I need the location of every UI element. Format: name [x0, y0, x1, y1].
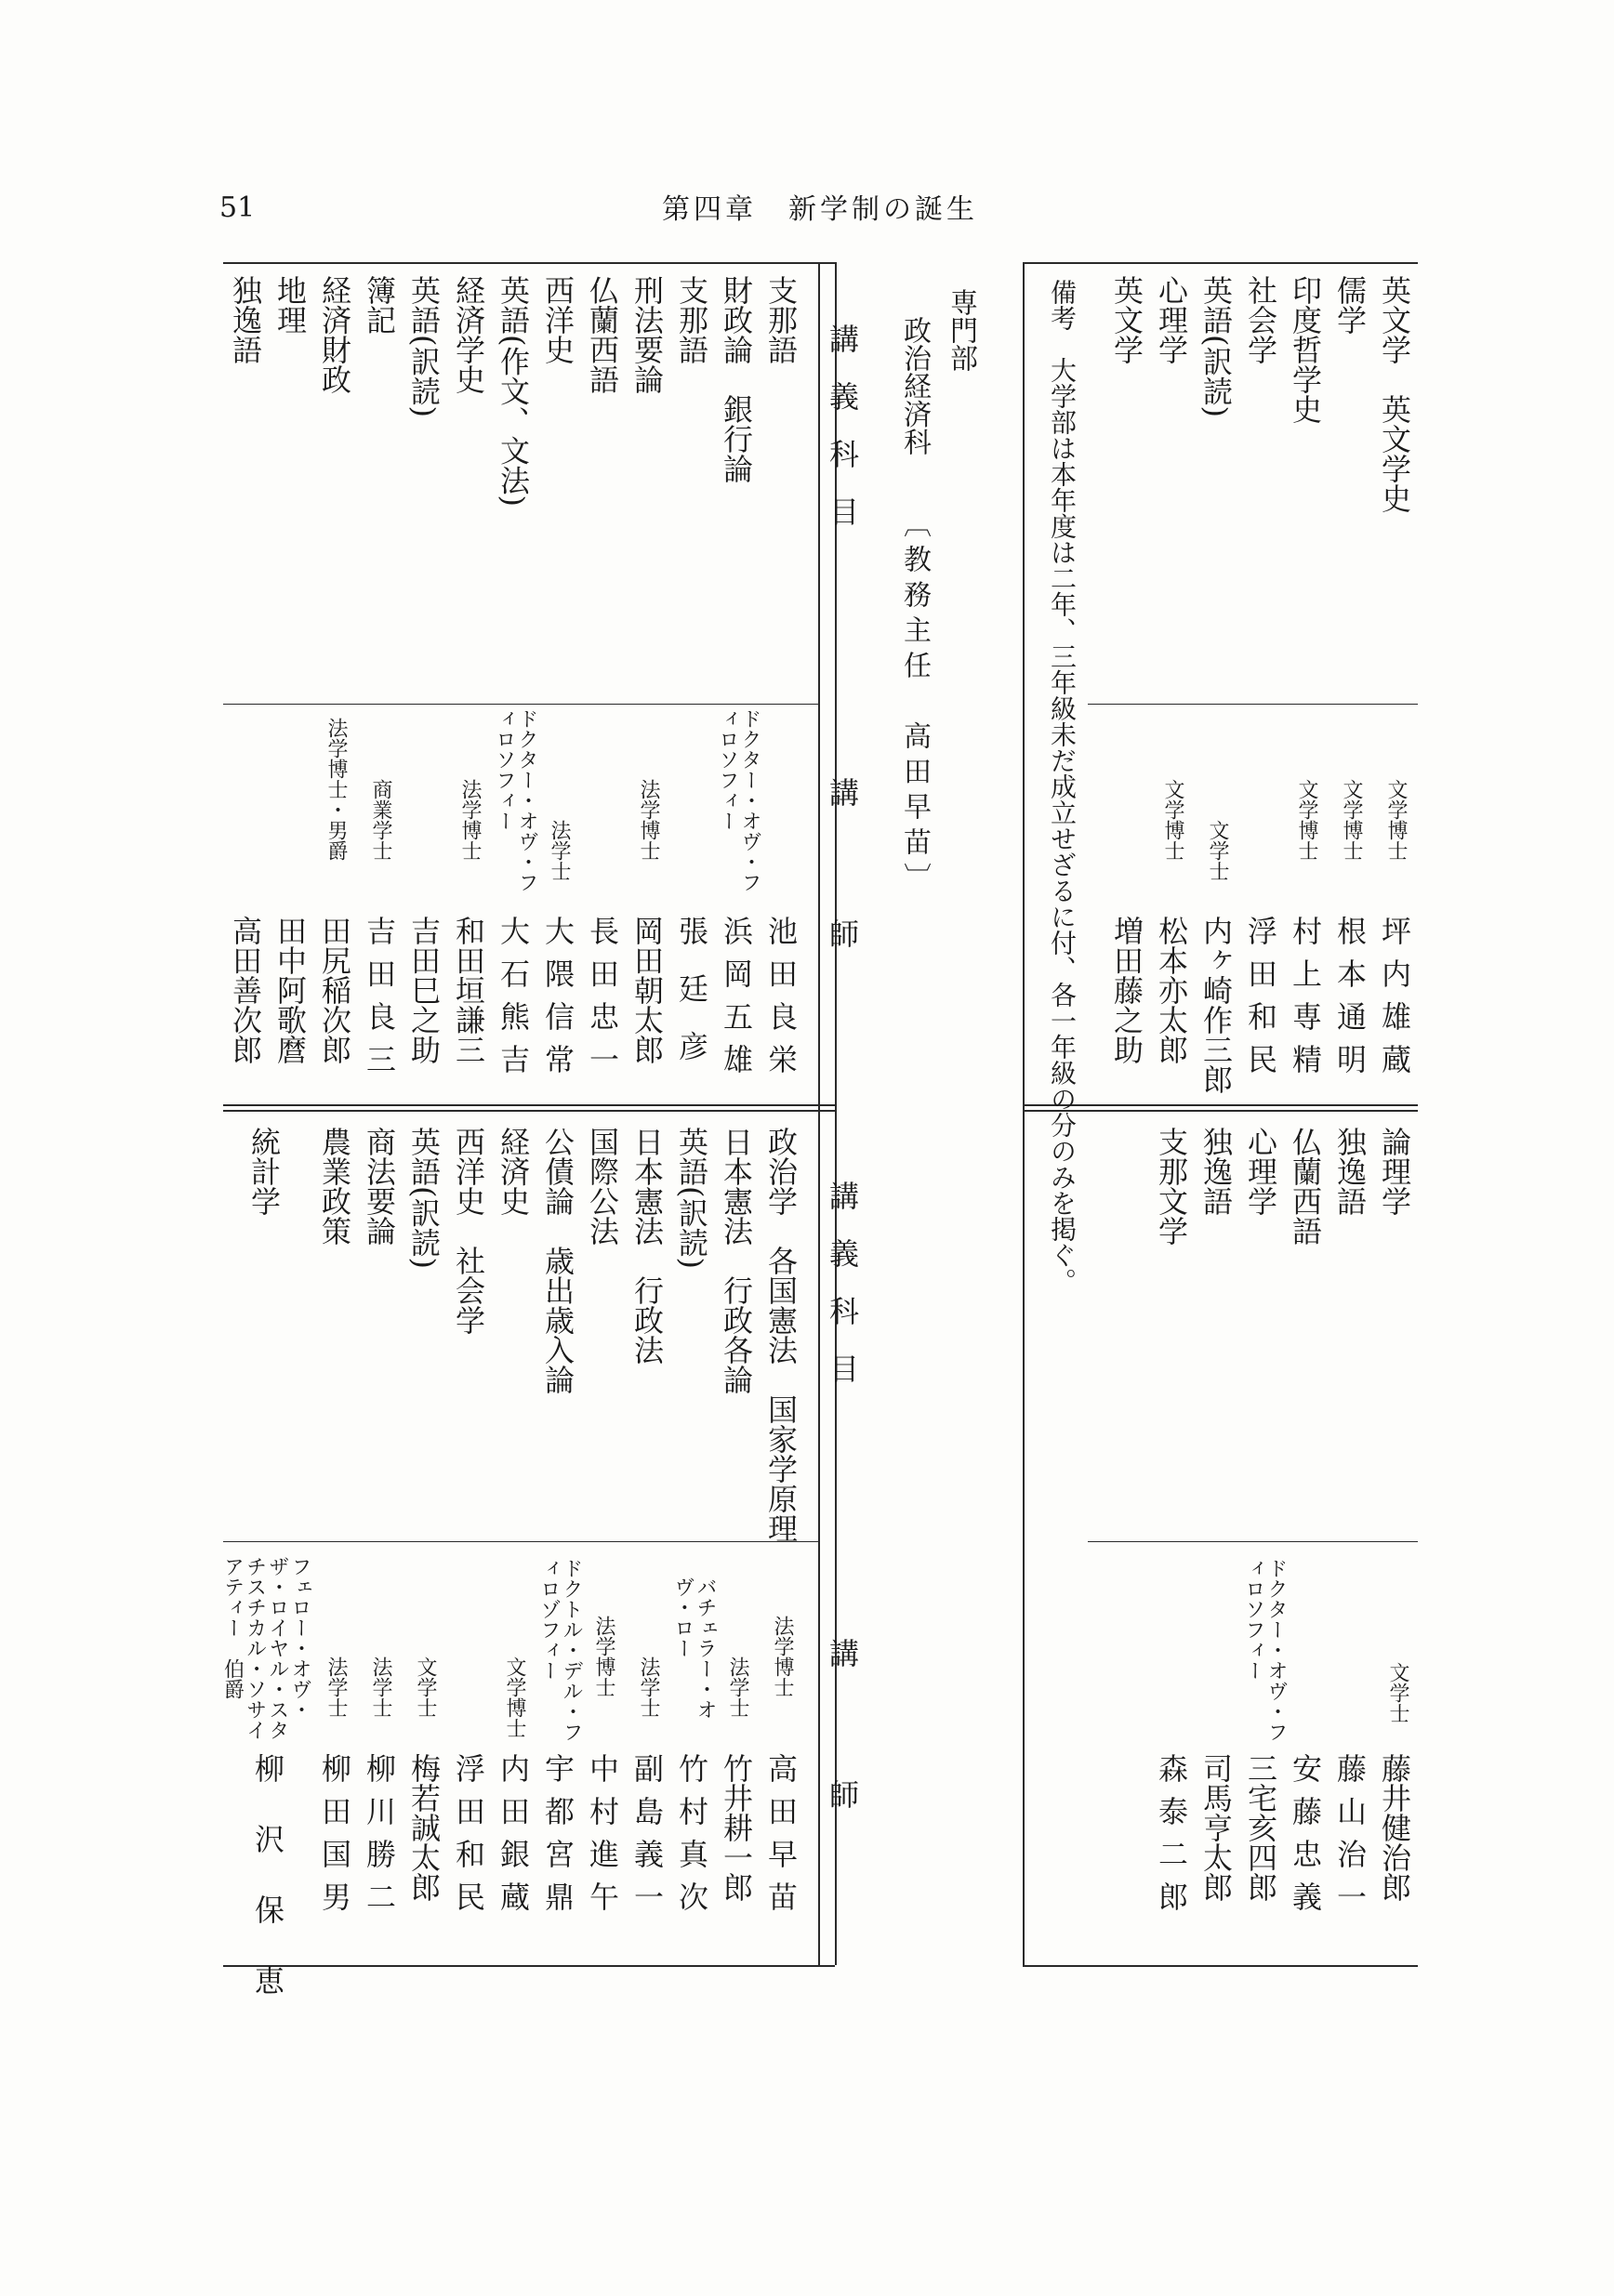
- lower-table-mid-rule: [223, 1104, 835, 1112]
- lower-subject-6: 西洋史: [540, 275, 575, 364]
- lower-subject2-10: 商法要論: [362, 1127, 397, 1246]
- lower-teachers2-header: 講師: [825, 1638, 860, 1920]
- lower-teacher2-name-1: 高田早苗: [763, 1753, 799, 1924]
- upper-subject-2: 儒学: [1332, 275, 1368, 335]
- lower-teacher-name-10: 吉田良三: [362, 916, 397, 1087]
- lower-subject2-8: 西洋史 社会学: [451, 1127, 486, 1335]
- upper-name-rule-1: [1088, 704, 1418, 705]
- upper-table-left-rule: [1023, 262, 1025, 1965]
- lower-subject2-2: 日本憲法 行政各論: [719, 1127, 754, 1394]
- upper-teacher-title-6: 文学博士: [1161, 779, 1184, 861]
- lower-teacher-name-3: 張廷彦: [674, 916, 709, 1089]
- lower-subject2-1: 政治学 各国憲法 国家学原理: [763, 1127, 799, 1543]
- lower-teacher2-name-12: 柳沢保恵: [250, 1753, 285, 2036]
- lower-teacher-name-5: 長田忠一: [585, 916, 620, 1087]
- upper-subject-3: 印度哲学史: [1288, 275, 1323, 424]
- upper-teacher2-name-1: 藤井健治郎: [1377, 1753, 1412, 1902]
- upper-name-rule-2: [1088, 1541, 1418, 1542]
- lower-subjects-header: 講義科目: [825, 323, 860, 554]
- lower-teacher-name-6: 大隈信常: [540, 916, 575, 1087]
- upper-teacher-name-2: 根本通明: [1332, 916, 1368, 1087]
- upper-subject2-2: 独逸語: [1332, 1127, 1368, 1216]
- lower-teacher2-title-5: 法学博士: [592, 1616, 615, 1697]
- lower-teacher2-title-10: 法学士: [369, 1656, 392, 1718]
- upper-subject2-5: 独逸語: [1198, 1127, 1234, 1216]
- lower-teacher-name-8: 和田垣謙三: [451, 916, 486, 1064]
- lower-teacher-name-1: 池田良栄: [763, 916, 799, 1087]
- lower-teacher2-name-9: 梅若誠太郎: [406, 1753, 442, 1902]
- lower-subject-2: 財政論 銀行論: [719, 275, 754, 483]
- lower-teacher2-title-1: 法学博士: [771, 1616, 794, 1697]
- lower-subject2-3: 英語(訳読): [674, 1127, 709, 1269]
- lower-subject-3: 支那語: [674, 275, 709, 364]
- lower-subject-5: 仏蘭西語: [585, 275, 620, 394]
- upper-subject2-6: 支那文学: [1154, 1127, 1189, 1246]
- lower-teacher2-title-3: バチェラー・オヴ・ロー: [670, 1577, 717, 1720]
- upper-teacher-name-6: 松本亦太郎: [1154, 916, 1189, 1064]
- upper-teacher2-name-6: 森泰二郎: [1154, 1753, 1189, 1924]
- lower-subject2-6: 公債論 歳出歳入論: [540, 1127, 575, 1394]
- page-number: 51: [219, 191, 256, 224]
- lower-subject2-4: 日本憲法 行政法: [629, 1127, 665, 1365]
- lower-teacher2-title-4: 法学士: [637, 1656, 660, 1718]
- lower-subject-11: 経済財政: [317, 275, 352, 394]
- upper-teacher2-name-2: 藤山治一: [1332, 1753, 1368, 1924]
- lower-teacher2-title-11: 法学士: [324, 1656, 348, 1718]
- upper-teacher2-name-3: 安藤忠義: [1288, 1753, 1323, 1924]
- upper-subject2-3: 仏蘭西語: [1288, 1127, 1323, 1246]
- lower-teacher-title-7: ドクター・オヴ・フィロソフィー: [492, 708, 538, 892]
- upper-subject-7: 英文学: [1109, 275, 1144, 364]
- upper-subject-4: 社会学: [1243, 275, 1278, 364]
- upper-subject-1: 英文学 英文学史: [1377, 275, 1412, 513]
- lower-teacher2-title-2: 法学士: [726, 1656, 749, 1718]
- section-subtitle: 政治経済科: [898, 316, 931, 455]
- lower-table-bottom-rule: [223, 1965, 835, 1967]
- lower-teacher-name-4: 岡田朝太郎: [629, 916, 665, 1064]
- upper-teacher-name-1: 坪内雄蔵: [1377, 916, 1412, 1087]
- lower-teacher2-title-12: フェロー・オヴ・ザ・ロイヤル・スタチスチカル・ソサイアティー 伯爵: [220, 1556, 311, 1740]
- upper-teacher2-title-1: 文学士: [1386, 1662, 1409, 1723]
- lower-teacher-name-7: 大石熊吉: [496, 916, 531, 1087]
- lower-subject-8: 経済学史: [451, 275, 486, 394]
- lower-teacher2-name-2: 竹井耕一郎: [719, 1753, 754, 1902]
- lower-table-top-rule: [223, 262, 835, 264]
- upper-teacher-title-2: 文学博士: [1340, 779, 1363, 861]
- lower-table-header-rule: [818, 262, 820, 1965]
- upper-subject-5: 英語(訳読): [1198, 275, 1234, 417]
- upper-subject2-4: 心理学: [1243, 1127, 1278, 1216]
- lower-teacher-title-6: 法学士: [548, 820, 571, 881]
- lower-subject-12: 地理: [272, 275, 308, 335]
- section-title: 専門部: [945, 288, 977, 372]
- upper-teacher-title-3: 文学博士: [1295, 779, 1318, 861]
- lower-subject-10: 簿記: [362, 275, 397, 335]
- lower-name-rule-2: [223, 1541, 818, 1542]
- lower-teachers-header: 講師: [825, 777, 860, 1060]
- lower-teacher-title-4: 法学博士: [637, 779, 660, 861]
- upper-teacher-name-3: 村上専精: [1288, 916, 1323, 1087]
- lower-teacher-name-13: 高田善次郎: [228, 916, 263, 1064]
- upper-table-mid-rule: [1023, 1104, 1418, 1112]
- upper-teacher2-name-5: 司馬亨太郎: [1198, 1753, 1234, 1902]
- lower-teacher-title-8: 法学博士: [458, 779, 482, 861]
- lower-subject-4: 刑法要論: [629, 275, 665, 394]
- lower-subject2-11: 農業政策: [317, 1127, 352, 1246]
- lower-subject-9: 英語(訳読): [406, 275, 442, 417]
- lower-subject2-7: 経済史: [496, 1127, 531, 1216]
- upper-table-remark: 備考 大学部は本年度は二年、三年級未だ成立せざるに付、各一年級の分のみを掲ぐ。: [1047, 279, 1078, 1294]
- lower-teacher2-title-7: 文学博士: [503, 1656, 526, 1738]
- lower-teacher-title-10: 商業学士: [369, 779, 392, 861]
- lower-teacher2-name-4: 副島義一: [629, 1753, 665, 1924]
- upper-table-top-rule: [1023, 262, 1418, 264]
- upper-teacher-name-5: 内ヶ崎作三郎: [1198, 916, 1234, 1094]
- lower-subject2-5: 国際公法: [585, 1127, 620, 1246]
- lower-teacher-title-11: 法学博士・男爵: [324, 718, 348, 861]
- lower-subject2-9: 英語(訳読): [406, 1127, 442, 1269]
- lower-subject-7: 英語(作文、文法): [496, 275, 531, 507]
- lower-subjects2-header: 講義科目: [825, 1181, 860, 1411]
- lower-teacher2-title-9: 文学士: [414, 1656, 437, 1718]
- lower-teacher2-name-7: 内田銀蔵: [496, 1753, 531, 1924]
- section-director: 〔教務主任 高田早苗〕: [898, 509, 931, 898]
- lower-subject-1: 支那語: [763, 275, 799, 364]
- lower-teacher-title-2: ドクター・オヴ・フィロソフィー: [715, 708, 761, 892]
- lower-teacher-name-12: 田中阿歌麿: [272, 916, 308, 1064]
- lower-name-rule-1: [223, 704, 818, 705]
- running-title: 第四章 新学制の誕生: [662, 193, 978, 226]
- upper-table-bottom-rule: [1023, 1965, 1418, 1967]
- lower-subject-13: 独逸語: [228, 275, 263, 364]
- lower-teacher-name-11: 田尻稲次郎: [317, 916, 352, 1064]
- lower-teacher2-name-3: 竹村真次: [674, 1753, 709, 1924]
- upper-teacher-name-4: 浮田和民: [1243, 916, 1278, 1087]
- lower-subject2-12: 統計学: [246, 1127, 282, 1216]
- lower-teacher2-name-11: 柳田国男: [317, 1753, 352, 1924]
- upper-teacher2-name-4: 三宅亥四郎: [1243, 1753, 1278, 1902]
- lower-teacher2-name-10: 柳川勝二: [362, 1753, 397, 1924]
- upper-teacher2-title-4: ドクター・オヴ・フィロソフィー: [1241, 1558, 1288, 1742]
- lower-teacher2-name-8: 浮田和民: [451, 1753, 486, 1924]
- lower-teacher2-title-6: ドクトル・デル・フィロゾフィー: [536, 1558, 583, 1742]
- lower-teacher2-name-5: 中村進午: [585, 1753, 620, 1924]
- upper-teacher-title-5: 文学士: [1206, 820, 1229, 881]
- upper-teacher-name-7: 増田藤之助: [1109, 916, 1144, 1064]
- upper-teacher-title-1: 文学博士: [1384, 779, 1408, 861]
- lower-teacher2-name-6: 宇都宮鼎: [540, 1753, 575, 1924]
- upper-subject2-1: 論理学: [1377, 1127, 1412, 1216]
- lower-teacher-name-2: 浜岡五雄: [719, 916, 754, 1087]
- lower-teacher-name-9: 吉田巳之助: [406, 916, 442, 1064]
- upper-subject-6: 心理学: [1154, 275, 1189, 364]
